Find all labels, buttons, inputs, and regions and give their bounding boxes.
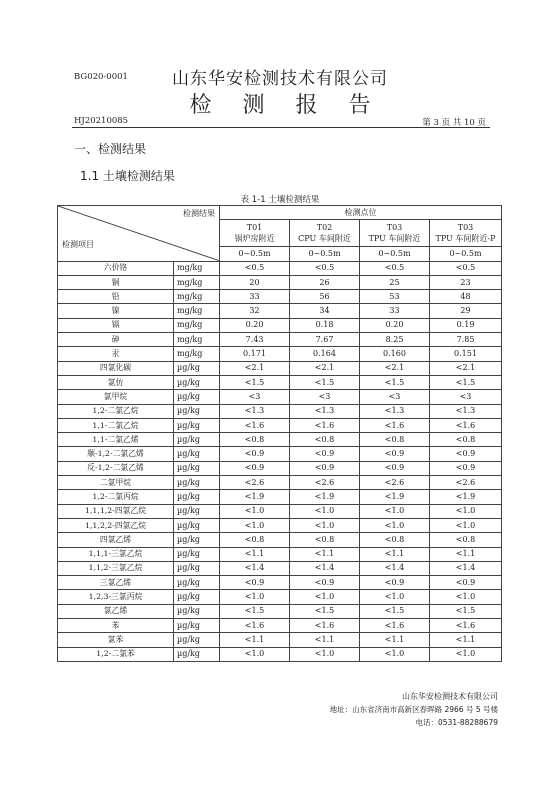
- analyte-name: 铜: [58, 275, 174, 289]
- table-row: [58, 476, 502, 490]
- analyte-name: 氯仿: [58, 375, 174, 389]
- result-value: <1.0: [220, 504, 290, 518]
- analyte-name: 1,1,1-三氯乙烷: [58, 547, 174, 561]
- result-value: <1.0: [290, 504, 360, 518]
- result-value: 0.160: [360, 347, 430, 361]
- table-row: [58, 261, 502, 275]
- analyte-name: 氯苯: [58, 633, 174, 647]
- result-value: 7.67: [290, 333, 360, 347]
- table-row: [58, 433, 502, 447]
- result-value: <3: [360, 390, 430, 404]
- result-value: <2.6: [430, 476, 502, 490]
- result-value: <1.5: [220, 375, 290, 389]
- footer-address: 地址：山东省济南市高新区春晖路 2966 号 5 号楼: [329, 705, 498, 714]
- analyte-name: 1,1-二氯乙烯: [58, 433, 174, 447]
- analyte-unit: mg/kg: [174, 318, 220, 332]
- result-value: <0.5: [430, 261, 502, 275]
- result-value: <3: [220, 390, 290, 404]
- analyte-name: 四氯化碳: [58, 361, 174, 375]
- analyte-unit: mg/kg: [174, 290, 220, 304]
- analyte-name: 1,2-二氯苯: [58, 647, 174, 661]
- result-value: <1.0: [430, 504, 502, 518]
- analyte-name: 1,1,1,2-四氯乙烷: [58, 504, 174, 518]
- table-row: [58, 333, 502, 347]
- result-value: <1.5: [290, 604, 360, 618]
- analyte-unit: µg/kg: [174, 433, 220, 447]
- analyte-unit: µg/kg: [174, 504, 220, 518]
- analyte-unit: µg/kg: [174, 547, 220, 561]
- analyte-unit: mg/kg: [174, 333, 220, 347]
- result-value: 20: [220, 275, 290, 289]
- result-value: <0.5: [360, 261, 430, 275]
- analyte-name: 氯乙烯: [58, 604, 174, 618]
- result-value: 0.20: [360, 318, 430, 332]
- result-value: <0.9: [360, 447, 430, 461]
- result-value: <1.1: [290, 633, 360, 647]
- result-value: <0.8: [360, 433, 430, 447]
- corner-header-items: 检测项目: [62, 239, 94, 249]
- analyte-unit: µg/kg: [174, 375, 220, 389]
- table-row: [58, 290, 502, 304]
- result-value: 26: [290, 275, 360, 289]
- table-row: [58, 561, 502, 575]
- result-value: 56: [290, 290, 360, 304]
- result-value: <1.5: [360, 604, 430, 618]
- analyte-unit: µg/kg: [174, 633, 220, 647]
- table-row: [58, 504, 502, 518]
- result-value: <3: [290, 390, 360, 404]
- corner-header-results: 检测结果: [183, 209, 215, 218]
- table-row: [58, 547, 502, 561]
- footer-phone: 电话：0531-88288679: [415, 718, 498, 727]
- result-value: <2.1: [360, 361, 430, 375]
- point-location: TPU 车间附近-P: [435, 234, 496, 244]
- analyte-name: 顺-1,2-二氯乙烯: [58, 447, 174, 461]
- result-value: 53: [360, 290, 430, 304]
- analyte-unit: µg/kg: [174, 447, 220, 461]
- result-value: <2.1: [220, 361, 290, 375]
- page-indicator: 第 3 页 共 10 页: [422, 118, 486, 128]
- result-value: <0.9: [360, 461, 430, 475]
- result-value: <1.6: [220, 418, 290, 432]
- analyte-name: 1,1-二氯乙烷: [58, 418, 174, 432]
- table-row: [58, 375, 502, 389]
- result-value: <0.8: [430, 533, 502, 547]
- point-location: TPU 车间附近: [368, 234, 421, 244]
- result-value: 0.164: [290, 347, 360, 361]
- point-header-t03-p: [430, 220, 502, 247]
- analyte-name: 六价铬: [58, 261, 174, 275]
- result-value: <1.6: [360, 418, 430, 432]
- result-value: 0.20: [220, 318, 290, 332]
- table-row: [58, 490, 502, 504]
- result-value: <0.8: [360, 533, 430, 547]
- result-value: <0.9: [360, 576, 430, 590]
- result-value: <1.3: [430, 404, 502, 418]
- result-value: <1.4: [220, 561, 290, 575]
- table-row: [58, 361, 502, 375]
- result-value: <1.0: [360, 504, 430, 518]
- table-row: [58, 275, 502, 289]
- company-name: 山东华安检测技术有限公司: [172, 69, 388, 89]
- table-row: [58, 347, 502, 361]
- analyte-name: 汞: [58, 347, 174, 361]
- point-location: CPU 车间附近: [298, 234, 351, 244]
- analyte-name: 砷: [58, 333, 174, 347]
- result-value: <1.1: [430, 547, 502, 561]
- result-value: <1.5: [430, 375, 502, 389]
- result-value: <0.9: [430, 447, 502, 461]
- result-value: <0.8: [220, 433, 290, 447]
- analyte-unit: mg/kg: [174, 304, 220, 318]
- analyte-unit: mg/kg: [174, 261, 220, 275]
- point-depth: 0~0.5m: [290, 247, 360, 261]
- result-value: <1.0: [430, 647, 502, 661]
- result-value: <1.4: [360, 561, 430, 575]
- point-id: T01: [246, 223, 263, 233]
- table-row: [58, 390, 502, 404]
- sub-heading: 1.1 土壤检测结果: [80, 169, 175, 183]
- result-value: <1.6: [430, 418, 502, 432]
- result-value: 7.85: [430, 333, 502, 347]
- analyte-unit: mg/kg: [174, 275, 220, 289]
- result-value: <1.9: [430, 490, 502, 504]
- point-location: 锅炉房附近: [234, 234, 275, 244]
- analyte-unit: µg/kg: [174, 476, 220, 490]
- result-value: <1.9: [290, 490, 360, 504]
- result-value: <1.0: [430, 518, 502, 532]
- result-value: <1.5: [360, 375, 430, 389]
- result-value: <1.3: [290, 404, 360, 418]
- table-row: [58, 518, 502, 532]
- table-row: [58, 418, 502, 432]
- analyte-name: 镉: [58, 318, 174, 332]
- result-value: <1.3: [220, 404, 290, 418]
- analyte-name: 氯甲烷: [58, 390, 174, 404]
- result-value: 29: [430, 304, 502, 318]
- soil-results-table: [57, 205, 502, 662]
- point-header-t02: [290, 220, 360, 247]
- result-value: <0.9: [220, 576, 290, 590]
- analyte-unit: µg/kg: [174, 604, 220, 618]
- result-value: <1.5: [430, 604, 502, 618]
- section-heading: 一、检测结果: [74, 142, 147, 156]
- result-value: <1.0: [290, 647, 360, 661]
- analyte-unit: µg/kg: [174, 490, 220, 504]
- result-value: 0.19: [430, 318, 502, 332]
- analyte-unit: µg/kg: [174, 561, 220, 575]
- result-value: <1.9: [220, 490, 290, 504]
- result-value: 33: [360, 304, 430, 318]
- result-value: 0.151: [430, 347, 502, 361]
- result-value: <1.5: [290, 375, 360, 389]
- result-value: <1.0: [360, 590, 430, 604]
- result-value: <1.6: [220, 619, 290, 633]
- analyte-name: 反-1,2-二氯乙烯: [58, 461, 174, 475]
- point-id: T02: [316, 223, 333, 233]
- result-value: <2.1: [430, 361, 502, 375]
- result-value: <0.8: [220, 533, 290, 547]
- report-number: HJ20210085: [74, 116, 129, 126]
- analyte-unit: µg/kg: [174, 576, 220, 590]
- result-value: 0.171: [220, 347, 290, 361]
- analyte-unit: µg/kg: [174, 418, 220, 432]
- result-value: <2.6: [290, 476, 360, 490]
- point-depth: 0~0.5m: [220, 247, 290, 261]
- analyte-unit: µg/kg: [174, 404, 220, 418]
- result-value: <1.1: [290, 547, 360, 561]
- result-value: <1.5: [220, 604, 290, 618]
- result-value: <0.5: [290, 261, 360, 275]
- result-value: <1.3: [360, 404, 430, 418]
- result-value: <0.9: [290, 576, 360, 590]
- table-row: [58, 318, 502, 332]
- analyte-unit: µg/kg: [174, 518, 220, 532]
- table-row: [58, 404, 502, 418]
- analyte-name: 1,2,3-三氯丙烷: [58, 590, 174, 604]
- result-value: <1.6: [360, 619, 430, 633]
- report-title: 检 测 报 告: [189, 93, 383, 118]
- point-depth: 0~0.5m: [360, 247, 430, 261]
- analyte-name: 三氯乙烯: [58, 576, 174, 590]
- table-row: [58, 533, 502, 547]
- table-row: [58, 447, 502, 461]
- result-value: 25: [360, 275, 430, 289]
- result-value: <0.8: [290, 433, 360, 447]
- result-value: <0.9: [290, 461, 360, 475]
- result-value: <1.1: [360, 547, 430, 561]
- result-value: <1.6: [430, 619, 502, 633]
- result-value: <0.9: [290, 447, 360, 461]
- document-code: BG020-0001: [74, 72, 128, 82]
- result-value: <0.5: [220, 261, 290, 275]
- points-header: 检测点位: [220, 206, 502, 220]
- table-row: [58, 461, 502, 475]
- result-value: 34: [290, 304, 360, 318]
- result-value: <0.8: [430, 433, 502, 447]
- footer-company: 山东华安检测技术有限公司: [402, 692, 498, 701]
- result-value: <1.6: [290, 418, 360, 432]
- result-value: <3: [430, 390, 502, 404]
- analyte-name: 铅: [58, 290, 174, 304]
- table-row: [58, 590, 502, 604]
- result-value: <0.9: [220, 447, 290, 461]
- result-value: <1.4: [290, 561, 360, 575]
- analyte-unit: µg/kg: [174, 590, 220, 604]
- analyte-name: 二氯甲烷: [58, 476, 174, 490]
- table-row: [58, 619, 502, 633]
- analyte-name: 1,2-二氯丙烷: [58, 490, 174, 504]
- point-id: T03: [386, 223, 403, 233]
- table-row: [58, 304, 502, 318]
- result-value: 7.43: [220, 333, 290, 347]
- analyte-unit: µg/kg: [174, 461, 220, 475]
- result-value: <2.6: [220, 476, 290, 490]
- analyte-unit: µg/kg: [174, 390, 220, 404]
- analyte-name: 1,1,2-三氯乙烷: [58, 561, 174, 575]
- result-value: <1.0: [430, 590, 502, 604]
- point-header-t01: [220, 220, 290, 247]
- result-value: 23: [430, 275, 502, 289]
- result-value: <1.1: [430, 633, 502, 647]
- result-value: 8.25: [360, 333, 430, 347]
- table-corner-header: [58, 206, 220, 262]
- point-id: T03: [457, 223, 474, 233]
- result-value: <1.6: [290, 619, 360, 633]
- analyte-name: 1,2-二氯乙烷: [58, 404, 174, 418]
- result-value: <1.0: [360, 647, 430, 661]
- result-value: <0.9: [430, 461, 502, 475]
- analyte-name: 苯: [58, 619, 174, 633]
- header-divider: [72, 127, 490, 128]
- result-value: <1.4: [430, 561, 502, 575]
- table-row: [58, 633, 502, 647]
- result-value: 48: [430, 290, 502, 304]
- result-value: <1.0: [220, 647, 290, 661]
- table-body: [58, 261, 502, 661]
- result-value: 0.18: [290, 318, 360, 332]
- result-value: <1.0: [220, 518, 290, 532]
- analyte-unit: µg/kg: [174, 619, 220, 633]
- analyte-name: 四氯乙烯: [58, 533, 174, 547]
- result-value: <1.0: [290, 518, 360, 532]
- table-row: [58, 604, 502, 618]
- result-value: <1.1: [220, 547, 290, 561]
- point-depth: 0~0.5m: [430, 247, 502, 261]
- result-value: <1.0: [290, 590, 360, 604]
- analyte-unit: µg/kg: [174, 533, 220, 547]
- result-value: <0.9: [430, 576, 502, 590]
- result-value: 33: [220, 290, 290, 304]
- analyte-name: 镍: [58, 304, 174, 318]
- point-header-t03: [360, 220, 430, 247]
- analyte-unit: mg/kg: [174, 347, 220, 361]
- analyte-unit: µg/kg: [174, 647, 220, 661]
- table-row: [58, 647, 502, 661]
- result-value: <2.6: [360, 476, 430, 490]
- result-value: <1.0: [220, 590, 290, 604]
- analyte-name: 1,1,2,2-四氯乙烷: [58, 518, 174, 532]
- result-value: <1.1: [360, 633, 430, 647]
- result-value: 32: [220, 304, 290, 318]
- result-value: <0.9: [220, 461, 290, 475]
- table-caption: 表 1-1 土壤检测结果: [240, 195, 320, 205]
- analyte-unit: µg/kg: [174, 361, 220, 375]
- result-value: <1.1: [220, 633, 290, 647]
- result-value: <1.9: [360, 490, 430, 504]
- result-value: <2.1: [290, 361, 360, 375]
- result-value: <1.0: [360, 518, 430, 532]
- result-value: <0.8: [290, 533, 360, 547]
- table-row: [58, 576, 502, 590]
